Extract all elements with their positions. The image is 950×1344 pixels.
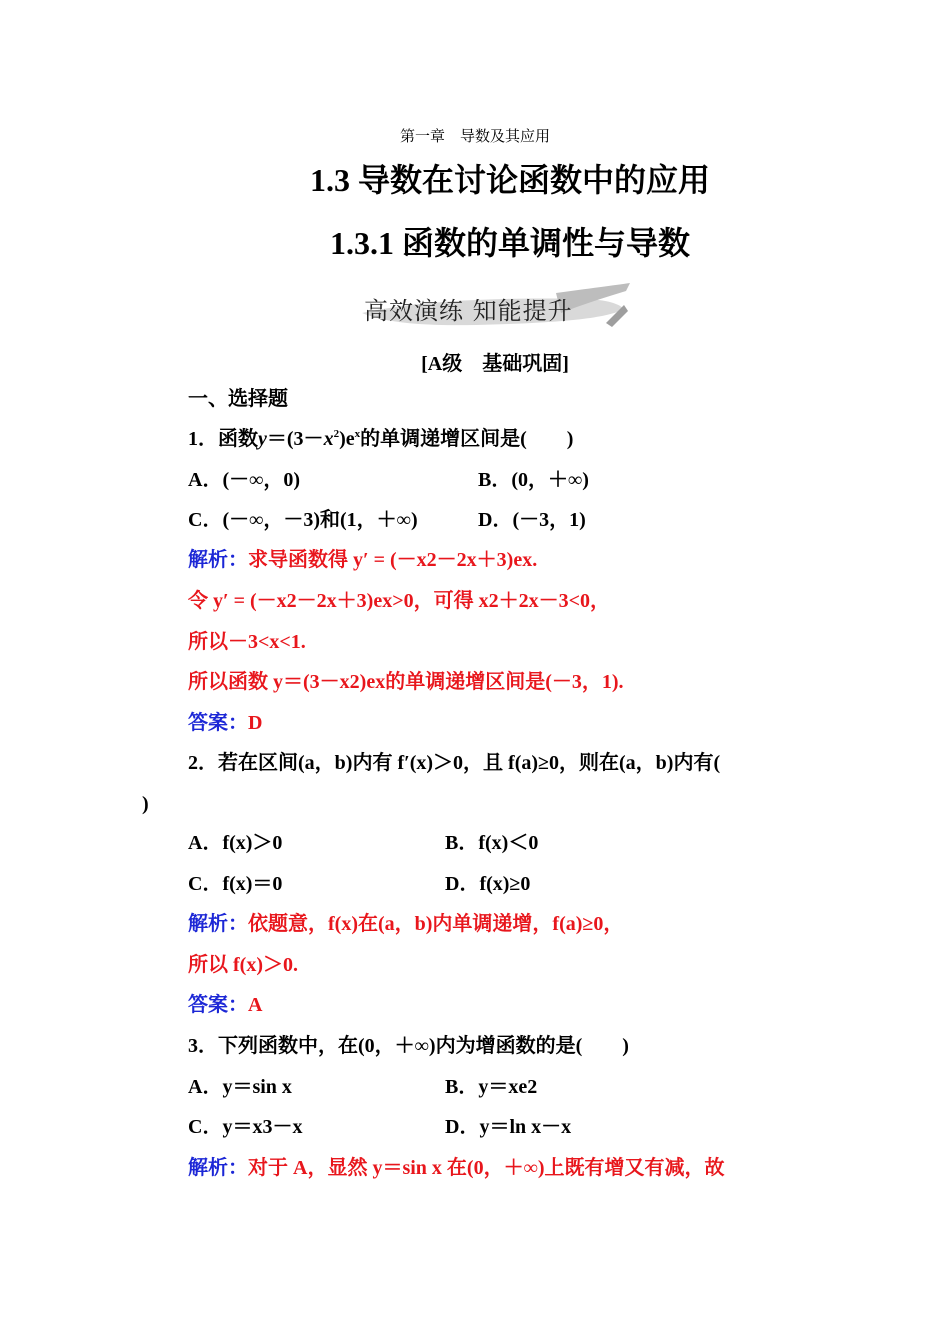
chapter-header: 第一章 导数及其应用: [399, 129, 550, 145]
level-heading: [A级 基础巩固]: [421, 353, 569, 375]
q3-option-d: D．y＝ln x－x: [445, 1116, 572, 1138]
q2-answer: 答案：A: [188, 994, 263, 1016]
q1-analysis-2: 令 y′ = (－x2－2x＋3)ex>0，可得 x2＋2x－3<0，: [188, 590, 611, 612]
q2-option-c: C．f(x)＝0: [188, 873, 283, 895]
q2-analysis-1: 解析：依题意，f(x)在(a，b)内单调递增，f(a)≥0，: [188, 913, 624, 935]
q3-option-b: B．y＝xe2: [445, 1076, 538, 1098]
q3-analysis-1: 解析：对于 A，显然 y＝sin x 在(0，＋∞)上既有增又有减，故: [188, 1157, 725, 1179]
q1-answer: 答案：D: [188, 712, 263, 734]
q1-option-a: A．(－∞，0): [188, 469, 301, 491]
subsection-title: 1.3.1 函数的单调性与导数: [329, 225, 690, 261]
q2-analysis-2: 所以 f(x)＞0.: [188, 954, 298, 976]
q2-option-b: B．f(x)＜0: [445, 832, 539, 854]
banner-text: 高效演练 知能提升: [364, 297, 573, 325]
section-title: 1.3 导数在讨论函数中的应用: [309, 162, 710, 198]
q1-analysis-3: 所以－3<x<1.: [188, 631, 306, 653]
section-heading: 一、选择题: [188, 388, 288, 410]
q1-option-c: C．(－∞，－3)和(1，＋∞): [188, 509, 418, 531]
q1-option-d: D．(－3，1): [478, 509, 586, 531]
banner: [356, 283, 636, 331]
q3-option-a: A．y＝sin x: [188, 1076, 292, 1098]
q2-option-a: A．f(x)＞0: [188, 832, 283, 854]
question-2-stem-tail: ): [142, 793, 149, 815]
q2-option-d: D．f(x)≥0: [445, 873, 531, 895]
question-1-stem: 1．函数$y=(3-x^2)e^x$的单调递增区间是( ): [188, 428, 574, 450]
question-2-stem: 2．若在区间(a，b)内有 f′(x)＞0，且 f(a)≥0，则在(a，b)内有(: [188, 752, 721, 774]
question-3-stem: 3．下列函数中，在(0，＋∞)内为增函数的是( ): [188, 1035, 629, 1057]
q3-option-c: C．y＝x3－x: [188, 1116, 303, 1138]
q1-analysis-4: 所以函数 y＝(3－x2)ex的单调递增区间是(－3，1).: [188, 671, 624, 693]
q1-option-b: B．(0，＋∞): [478, 469, 589, 491]
q1-analysis-1: 解析：求导函数得 y′ = (－x2－2x＋3)ex.: [188, 549, 538, 571]
